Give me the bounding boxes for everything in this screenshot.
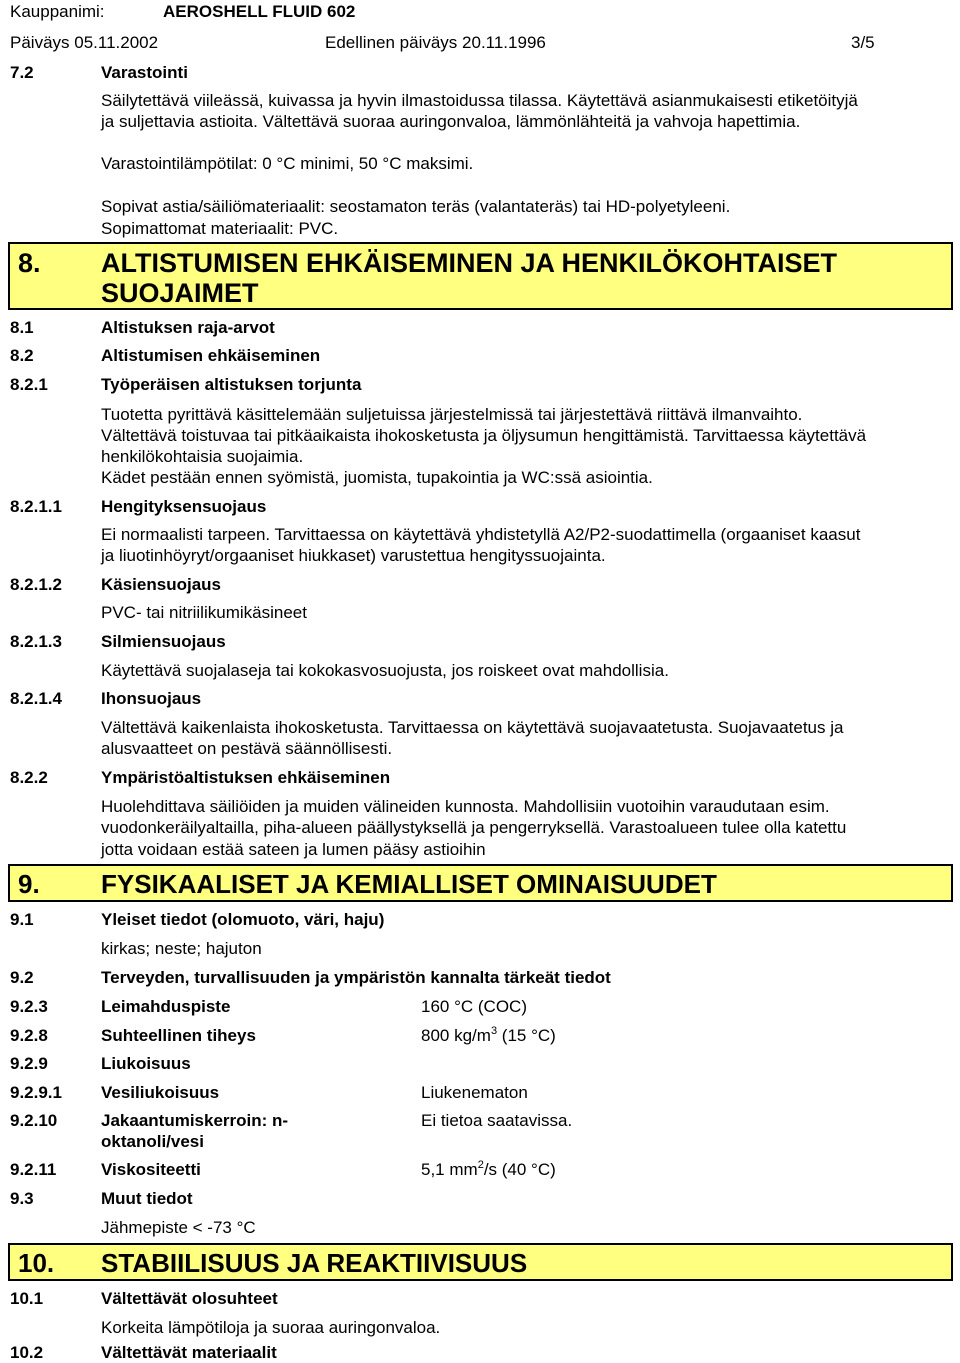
- paragraph-line: Ei normaalisti tarpeen. Tarvittaessa on käytettävä yhdistetyllä A2/P2-suodattimella (orgaaniset kaasut: [101, 525, 861, 544]
- document-date: Päiväys 05.11.2002: [10, 33, 159, 52]
- section-title: Vältettävät olosuhteet: [101, 1289, 278, 1308]
- paragraph-line: Säilytettävä viileässä, kuivassa ja hyvin ilmastoidussa tilassa. Käytettävä asianmukaisesti etiketöityjä: [101, 91, 858, 110]
- paragraph-line: Sopivat astia/säiliömateriaalit: seostamaton teräs (valantateräs) tai HD-polyetyleeni.: [101, 197, 731, 216]
- page-number: 3/5: [851, 33, 875, 52]
- property-value: Liukenematon: [421, 1083, 528, 1102]
- property-value: Ei tietoa saatavissa.: [421, 1111, 573, 1130]
- section-title: Ympäristöaltistuksen ehkäiseminen: [101, 768, 391, 787]
- section-number: 9.2.10: [10, 1111, 58, 1130]
- section-number: 10.2: [10, 1343, 44, 1362]
- section-number: 7.2: [10, 63, 34, 82]
- section-title: STABIILISUUS JA REAKTIIVISUUS: [101, 1248, 528, 1278]
- paragraph-line: Vältettävä toistuvaa tai pitkäaikaista ihokosketusta ja öljysumun hengittämistä. Tarvittaessa käytettävä: [101, 426, 867, 445]
- section-number: 10.: [18, 1248, 55, 1278]
- paragraph-line: Kädet pestään ennen syömistä, juomista, tupakointia ja WC:ssä asiointia.: [101, 468, 653, 487]
- paragraph-line: Käytettävä suojalaseja tai kokokasvosuojusta, jos roiskeet ovat mahdollisia.: [101, 661, 669, 680]
- section-number: 8.2.1.3: [10, 632, 62, 651]
- property-name: Liukoisuus: [101, 1054, 191, 1073]
- paragraph-line: Huolehdittava säiliöiden ja muiden välineiden kunnosta. Mahdollisiin vuotoihin varaudutaan esim.: [101, 797, 830, 816]
- property-value: Jähmepiste < -73 °C: [101, 1218, 256, 1237]
- property-value: [421, 1160, 556, 1180]
- section-title: FYSIKAALISET JA KEMIALLISET OMINAISUUDET: [101, 869, 717, 899]
- paragraph-line: vuodonkeräilyaltailla, piha-alueen päällystyksellä ja pengerryksellä. Varastoalueen tulee olla katettu: [101, 818, 847, 837]
- tradename-value: AEROSHELL FLUID 602: [163, 2, 356, 21]
- paragraph-line: jotta voidaan estää sateen ja lumen pääsy astioihin: [101, 840, 486, 859]
- section-title: Käsiensuojaus: [101, 575, 221, 594]
- value-main: 5,1 mm: [421, 1160, 478, 1179]
- section-title: Altistuksen raja-arvot: [101, 318, 275, 337]
- section-title: Ihonsuojaus: [101, 689, 202, 708]
- value-suffix: /s (40 °C): [483, 1160, 556, 1179]
- property-name: Viskositeetti: [101, 1160, 201, 1179]
- paragraph-line: Sopimattomat materiaalit: PVC.: [101, 219, 339, 238]
- paragraph-line: ja liuotinhöyryt/orgaaniset hiukkaset) varustettua hengityssuojainta.: [101, 546, 606, 565]
- value-suffix: (15 °C): [497, 1026, 556, 1045]
- property-value: kirkas; neste; hajuton: [101, 939, 262, 958]
- section-title: Yleiset tiedot (olomuoto, väri, haju): [101, 910, 385, 929]
- section-number: 9.1: [10, 910, 34, 929]
- section-number: 8.2.1: [10, 375, 48, 394]
- value-superscript: 2: [477, 1159, 484, 1171]
- section-number: 9.: [18, 869, 40, 899]
- section-title: Varastointi: [101, 63, 188, 82]
- section-title: Altistumisen ehkäiseminen: [101, 346, 321, 365]
- paragraph-line: henkilökohtaisia suojaimia.: [101, 447, 304, 466]
- section-title: Terveyden, turvallisuuden ja ympäristön kannalta tärkeät tiedot: [101, 968, 611, 987]
- section-number: 8.2.1.2: [10, 575, 62, 594]
- tradename-label: Kauppanimi:: [10, 2, 105, 21]
- section-number: 9.2.8: [10, 1026, 48, 1045]
- section-title: Työperäisen altistuksen torjunta: [101, 375, 362, 394]
- section-title: Muut tiedot: [101, 1189, 193, 1208]
- section-title: Hengityksensuojaus: [101, 497, 267, 516]
- section-number: 10.1: [10, 1289, 44, 1308]
- section-title: ALTISTUMISEN EHKÄISEMINEN JA HENKILÖKOHTAISET: [101, 248, 838, 278]
- section-number: 8.2: [10, 346, 34, 365]
- paragraph-line: Korkeita lämpötiloja ja suoraa auringonvaloa.: [101, 1318, 441, 1337]
- value-superscript: 3: [490, 1025, 498, 1037]
- section-number: 9.2.3: [10, 997, 48, 1016]
- section-number: 9.2.9.1: [10, 1083, 62, 1102]
- section-9-heading: [8, 864, 953, 902]
- section-number: 9.2.11: [10, 1160, 57, 1179]
- paragraph-line: Tuotetta pyrittävä käsittelemään suljetuissa järjestelmissä tai järjestettävä riittävä ilmanvaihto.: [101, 405, 803, 424]
- section-number: 8.2.1.1: [10, 497, 62, 516]
- section-title: SUOJAIMET: [101, 278, 259, 308]
- paragraph-line: Varastointilämpötilat: 0 °C minimi, 50 °C maksimi.: [101, 154, 474, 173]
- section-title: Silmiensuojaus: [101, 632, 226, 651]
- property-value: 160 °C (COC): [421, 997, 527, 1016]
- property-name: oktanoli/vesi: [101, 1132, 204, 1151]
- property-name: Jakaantumiskerroin: n-: [101, 1111, 289, 1130]
- property-name: Leimahduspiste: [101, 997, 231, 1016]
- section-number: 9.3: [10, 1189, 34, 1208]
- section-8-heading: [8, 242, 953, 310]
- section-number: 8.2.1.4: [10, 689, 62, 708]
- section-number: 8.1: [10, 318, 34, 337]
- property-name: Vesiliukoisuus: [101, 1083, 220, 1102]
- property-name: Suhteellinen tiheys: [101, 1026, 256, 1045]
- paragraph-line: ja suljettavia astioita. Vältettävä suoraa auringonvaloa, lämmönlähteitä ja vahvoja hapettimia.: [101, 112, 801, 131]
- section-number: 9.2.9: [10, 1054, 48, 1073]
- section-number: 9.2: [10, 968, 34, 987]
- previous-date: Edellinen päiväys 20.11.1996: [325, 33, 546, 52]
- value-main: 800 kg/m: [421, 1026, 491, 1045]
- paragraph-line: Vältettävä kaikenlaista ihokosketusta. Tarvittaessa on käytettävä suojavaatetusta. Suojavaatetus ja: [101, 718, 844, 737]
- paragraph-line: PVC- tai nitriilikumikäsineet: [101, 603, 307, 622]
- section-title: Vältettävät materiaalit: [101, 1343, 277, 1362]
- section-number: 8.: [18, 248, 41, 278]
- property-value: [421, 1026, 556, 1046]
- section-10-heading: [8, 1243, 953, 1281]
- paragraph-line: alusvaatteet on pestävä säännöllisesti.: [101, 739, 393, 758]
- section-number: 8.2.2: [10, 768, 48, 787]
